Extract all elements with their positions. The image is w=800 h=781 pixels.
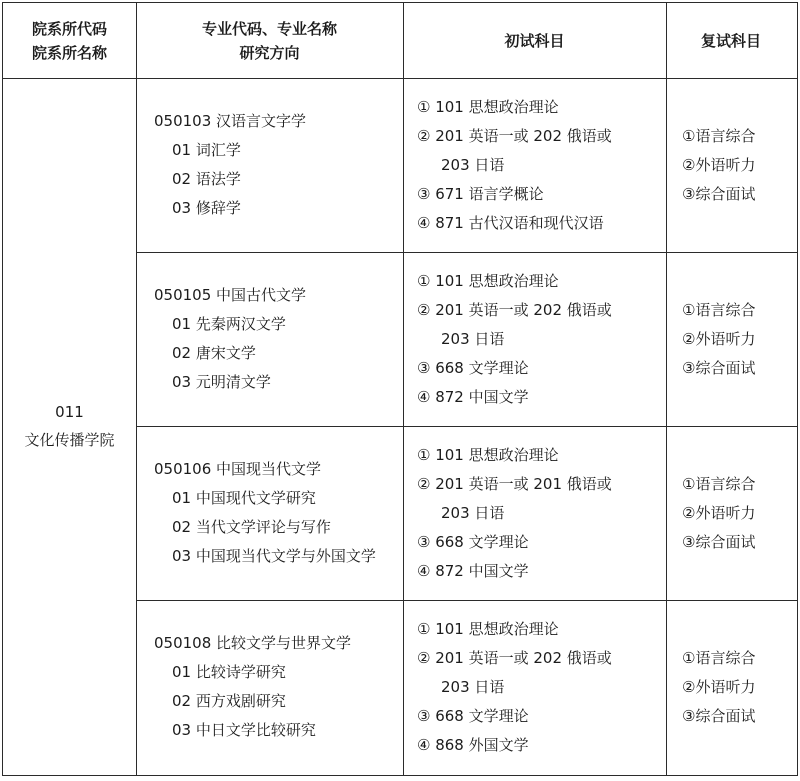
exam-item: ② 201 英语一或 202 俄语或: [417, 301, 612, 319]
retest-item: ②外语听力: [682, 156, 756, 174]
exam-item: 203 日语: [441, 504, 505, 522]
row-divider: [136, 600, 797, 601]
header-exam: 初试科目: [504, 31, 565, 50]
exam-item: ③ 668 文学理论: [417, 707, 529, 725]
direction-item: 01 词汇学: [172, 141, 241, 159]
retest-item: ③综合面试: [682, 185, 756, 203]
direction-item: 02 语法学: [172, 170, 241, 188]
department-cell: [3, 78, 136, 774]
row-divider: [136, 252, 797, 253]
major-cell: [154, 107, 306, 223]
header-major: 专业代码、专业名称: [201, 19, 337, 38]
retest-item: ①语言综合: [682, 475, 756, 493]
retest-item: ③综合面试: [682, 359, 756, 377]
column-divider: [403, 3, 404, 775]
retest-item: ③综合面试: [682, 707, 756, 725]
retest-item: ②外语听力: [682, 330, 756, 348]
retest-item: ③综合面试: [682, 533, 756, 551]
exam-item: ① 101 思想政治理论: [417, 272, 559, 290]
major-cell: [154, 629, 351, 745]
direction-item: 02 西方戏剧研究: [172, 692, 286, 710]
exam-item: 203 日语: [441, 156, 505, 174]
exam-item: ④ 868 外国文学: [417, 736, 529, 754]
direction-item: 01 先秦两汉文学: [172, 315, 286, 333]
exam-item: ④ 871 古代汉语和现代汉语: [417, 214, 604, 232]
exam-item: ① 101 思想政治理论: [417, 446, 559, 464]
header-dept-cell: [3, 3, 136, 78]
exam-cell: [417, 93, 612, 238]
retest-item: ②外语听力: [682, 678, 756, 696]
header-major-cell: [136, 3, 403, 78]
header-dept-code: 院系所代码: [31, 19, 107, 38]
exam-item: ④ 872 中国文学: [417, 388, 529, 406]
exam-item: 203 日语: [441, 330, 505, 348]
admissions-table: [2, 2, 798, 776]
retest-item: ①语言综合: [682, 301, 756, 319]
header-retest: 复试科目: [700, 31, 761, 50]
retest-cell: [682, 470, 755, 557]
retest-cell: [682, 644, 755, 731]
direction-item: 02 当代文学评论与写作: [172, 518, 331, 536]
direction-item: 03 元明清文学: [172, 373, 271, 391]
exam-item: ④ 872 中国文学: [417, 562, 529, 580]
major-name: 050105 中国古代文学: [154, 286, 307, 304]
row-divider: [136, 426, 797, 427]
major-name: 050108 比较文学与世界文学: [154, 634, 352, 652]
exam-item: ① 101 思想政治理论: [417, 98, 559, 116]
department-name: 文化传播学院: [24, 431, 115, 449]
retest-cell: [682, 296, 755, 383]
exam-item: ② 201 英语一或 202 俄语或: [417, 127, 612, 145]
exam-item: ③ 671 语言学概论: [417, 185, 544, 203]
direction-item: 01 中国现代文学研究: [172, 489, 316, 507]
exam-item: ③ 668 文学理论: [417, 359, 529, 377]
header-direction: 研究方向: [239, 43, 300, 62]
exam-item: ③ 668 文学理论: [417, 533, 529, 551]
direction-item: 01 比较诗学研究: [172, 663, 286, 681]
major-cell: [154, 455, 376, 571]
major-name: 050106 中国现当代文学: [154, 460, 322, 478]
direction-item: 03 中国现当代文学与外国文学: [172, 547, 376, 565]
exam-item: ② 201 英语一或 201 俄语或: [417, 475, 612, 493]
header-retest-cell: [666, 3, 796, 78]
exam-item: 203 日语: [441, 678, 505, 696]
major-name: 050103 汉语言文字学: [154, 112, 307, 130]
header-dept-name: 院系所名称: [31, 43, 107, 62]
exam-cell: [417, 441, 612, 586]
direction-item: 03 修辞学: [172, 199, 241, 217]
exam-cell: [417, 267, 612, 412]
retest-item: ①语言综合: [682, 649, 756, 667]
exam-item: ① 101 思想政治理论: [417, 620, 559, 638]
exam-cell: [417, 615, 612, 760]
direction-item: 03 中日文学比较研究: [172, 721, 316, 739]
retest-item: ②外语听力: [682, 504, 756, 522]
major-cell: [154, 281, 306, 397]
column-divider: [666, 3, 667, 775]
direction-item: 02 唐宋文学: [172, 344, 256, 362]
retest-cell: [682, 122, 755, 209]
department-code: 011: [55, 403, 84, 421]
header-exam-cell: [403, 3, 666, 78]
retest-item: ①语言综合: [682, 127, 756, 145]
column-divider: [136, 3, 137, 775]
exam-item: ② 201 英语一或 202 俄语或: [417, 649, 612, 667]
